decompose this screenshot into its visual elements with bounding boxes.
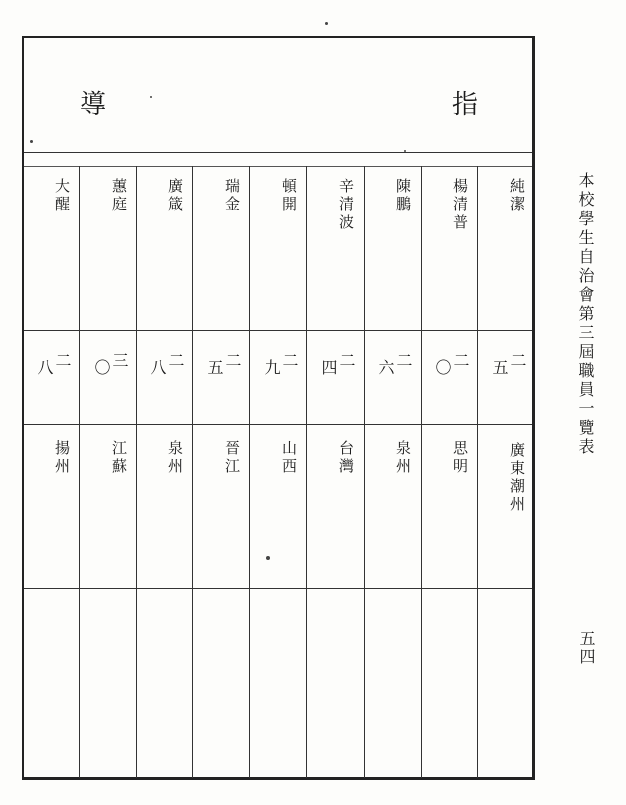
- age-tens: 二: [166, 352, 185, 368]
- member-age: [31, 352, 71, 382]
- member-origin: 泉州: [166, 440, 184, 476]
- column-divider: [79, 166, 80, 778]
- member-origin: 廣東潮州: [508, 442, 526, 514]
- member-origin: 江蘇: [110, 440, 128, 476]
- name-row-divider: [24, 330, 532, 331]
- member-name: 蕙庭: [110, 178, 128, 214]
- age-ones: 〇: [92, 359, 111, 375]
- header-char-right: 指: [452, 90, 479, 120]
- column-divider: [192, 166, 193, 778]
- age-tens: 二: [53, 352, 72, 368]
- member-name: 辛清波: [337, 178, 355, 232]
- age-tens: 二: [394, 352, 413, 368]
- age-ones: 四: [319, 359, 338, 375]
- age-row-divider: [24, 424, 532, 425]
- age-tens: 二: [337, 352, 356, 368]
- scan-speck: [150, 96, 152, 98]
- member-origin: 山西: [280, 440, 298, 476]
- document-title: 本校學生自治會第三屆職員一覽表: [576, 172, 595, 457]
- age-tens: 二: [451, 352, 470, 368]
- header-divider-lower: [24, 166, 532, 167]
- age-tens: 二: [223, 352, 242, 368]
- age-ones: 九: [262, 359, 281, 375]
- origin-row-divider: [24, 588, 532, 589]
- member-origin: 揚州: [53, 440, 71, 476]
- age-ones: 八: [148, 359, 167, 375]
- member-name: 大醒: [53, 178, 71, 214]
- member-age: [315, 352, 355, 382]
- member-origin: 晉江: [223, 440, 241, 476]
- member-origin: 泉州: [394, 440, 412, 476]
- member-name: 純潔: [508, 178, 526, 214]
- age-ones: 〇: [433, 359, 452, 375]
- scan-speck: [266, 556, 270, 560]
- member-name: 陳鵬: [394, 178, 412, 214]
- scan-speck: [404, 150, 406, 152]
- member-name: 廣箴: [166, 178, 184, 214]
- age-ones: 八: [35, 359, 54, 375]
- header-divider: [24, 152, 532, 153]
- member-age: [486, 352, 526, 382]
- page-number: 五四: [577, 630, 596, 666]
- age-tens: 二: [508, 352, 527, 368]
- column-divider: [364, 166, 365, 778]
- member-origin: 台灣: [337, 440, 355, 476]
- member-name: 瑞金: [223, 178, 241, 214]
- age-tens: 三: [110, 352, 129, 368]
- column-divider: [306, 166, 307, 778]
- member-age: [429, 352, 469, 382]
- member-name: 頓開: [280, 178, 298, 214]
- column-divider: [136, 166, 137, 778]
- member-origin: 思明: [451, 440, 469, 476]
- member-age: [88, 352, 128, 382]
- member-age: [201, 352, 241, 382]
- age-ones: 五: [490, 359, 509, 375]
- column-divider: [421, 166, 422, 778]
- age-ones: 五: [205, 359, 224, 375]
- header-char-left: 導: [80, 90, 107, 120]
- column-divider: [249, 166, 250, 778]
- column-divider: [477, 166, 478, 778]
- age-ones: 六: [376, 359, 395, 375]
- roster-table-frame: [22, 36, 535, 780]
- member-age: [258, 352, 298, 382]
- member-name: 楊清普: [451, 178, 469, 232]
- age-tens: 二: [280, 352, 299, 368]
- member-age: [144, 352, 184, 382]
- scan-speck: [325, 22, 328, 25]
- member-age: [372, 352, 412, 382]
- scan-speck: [30, 140, 33, 143]
